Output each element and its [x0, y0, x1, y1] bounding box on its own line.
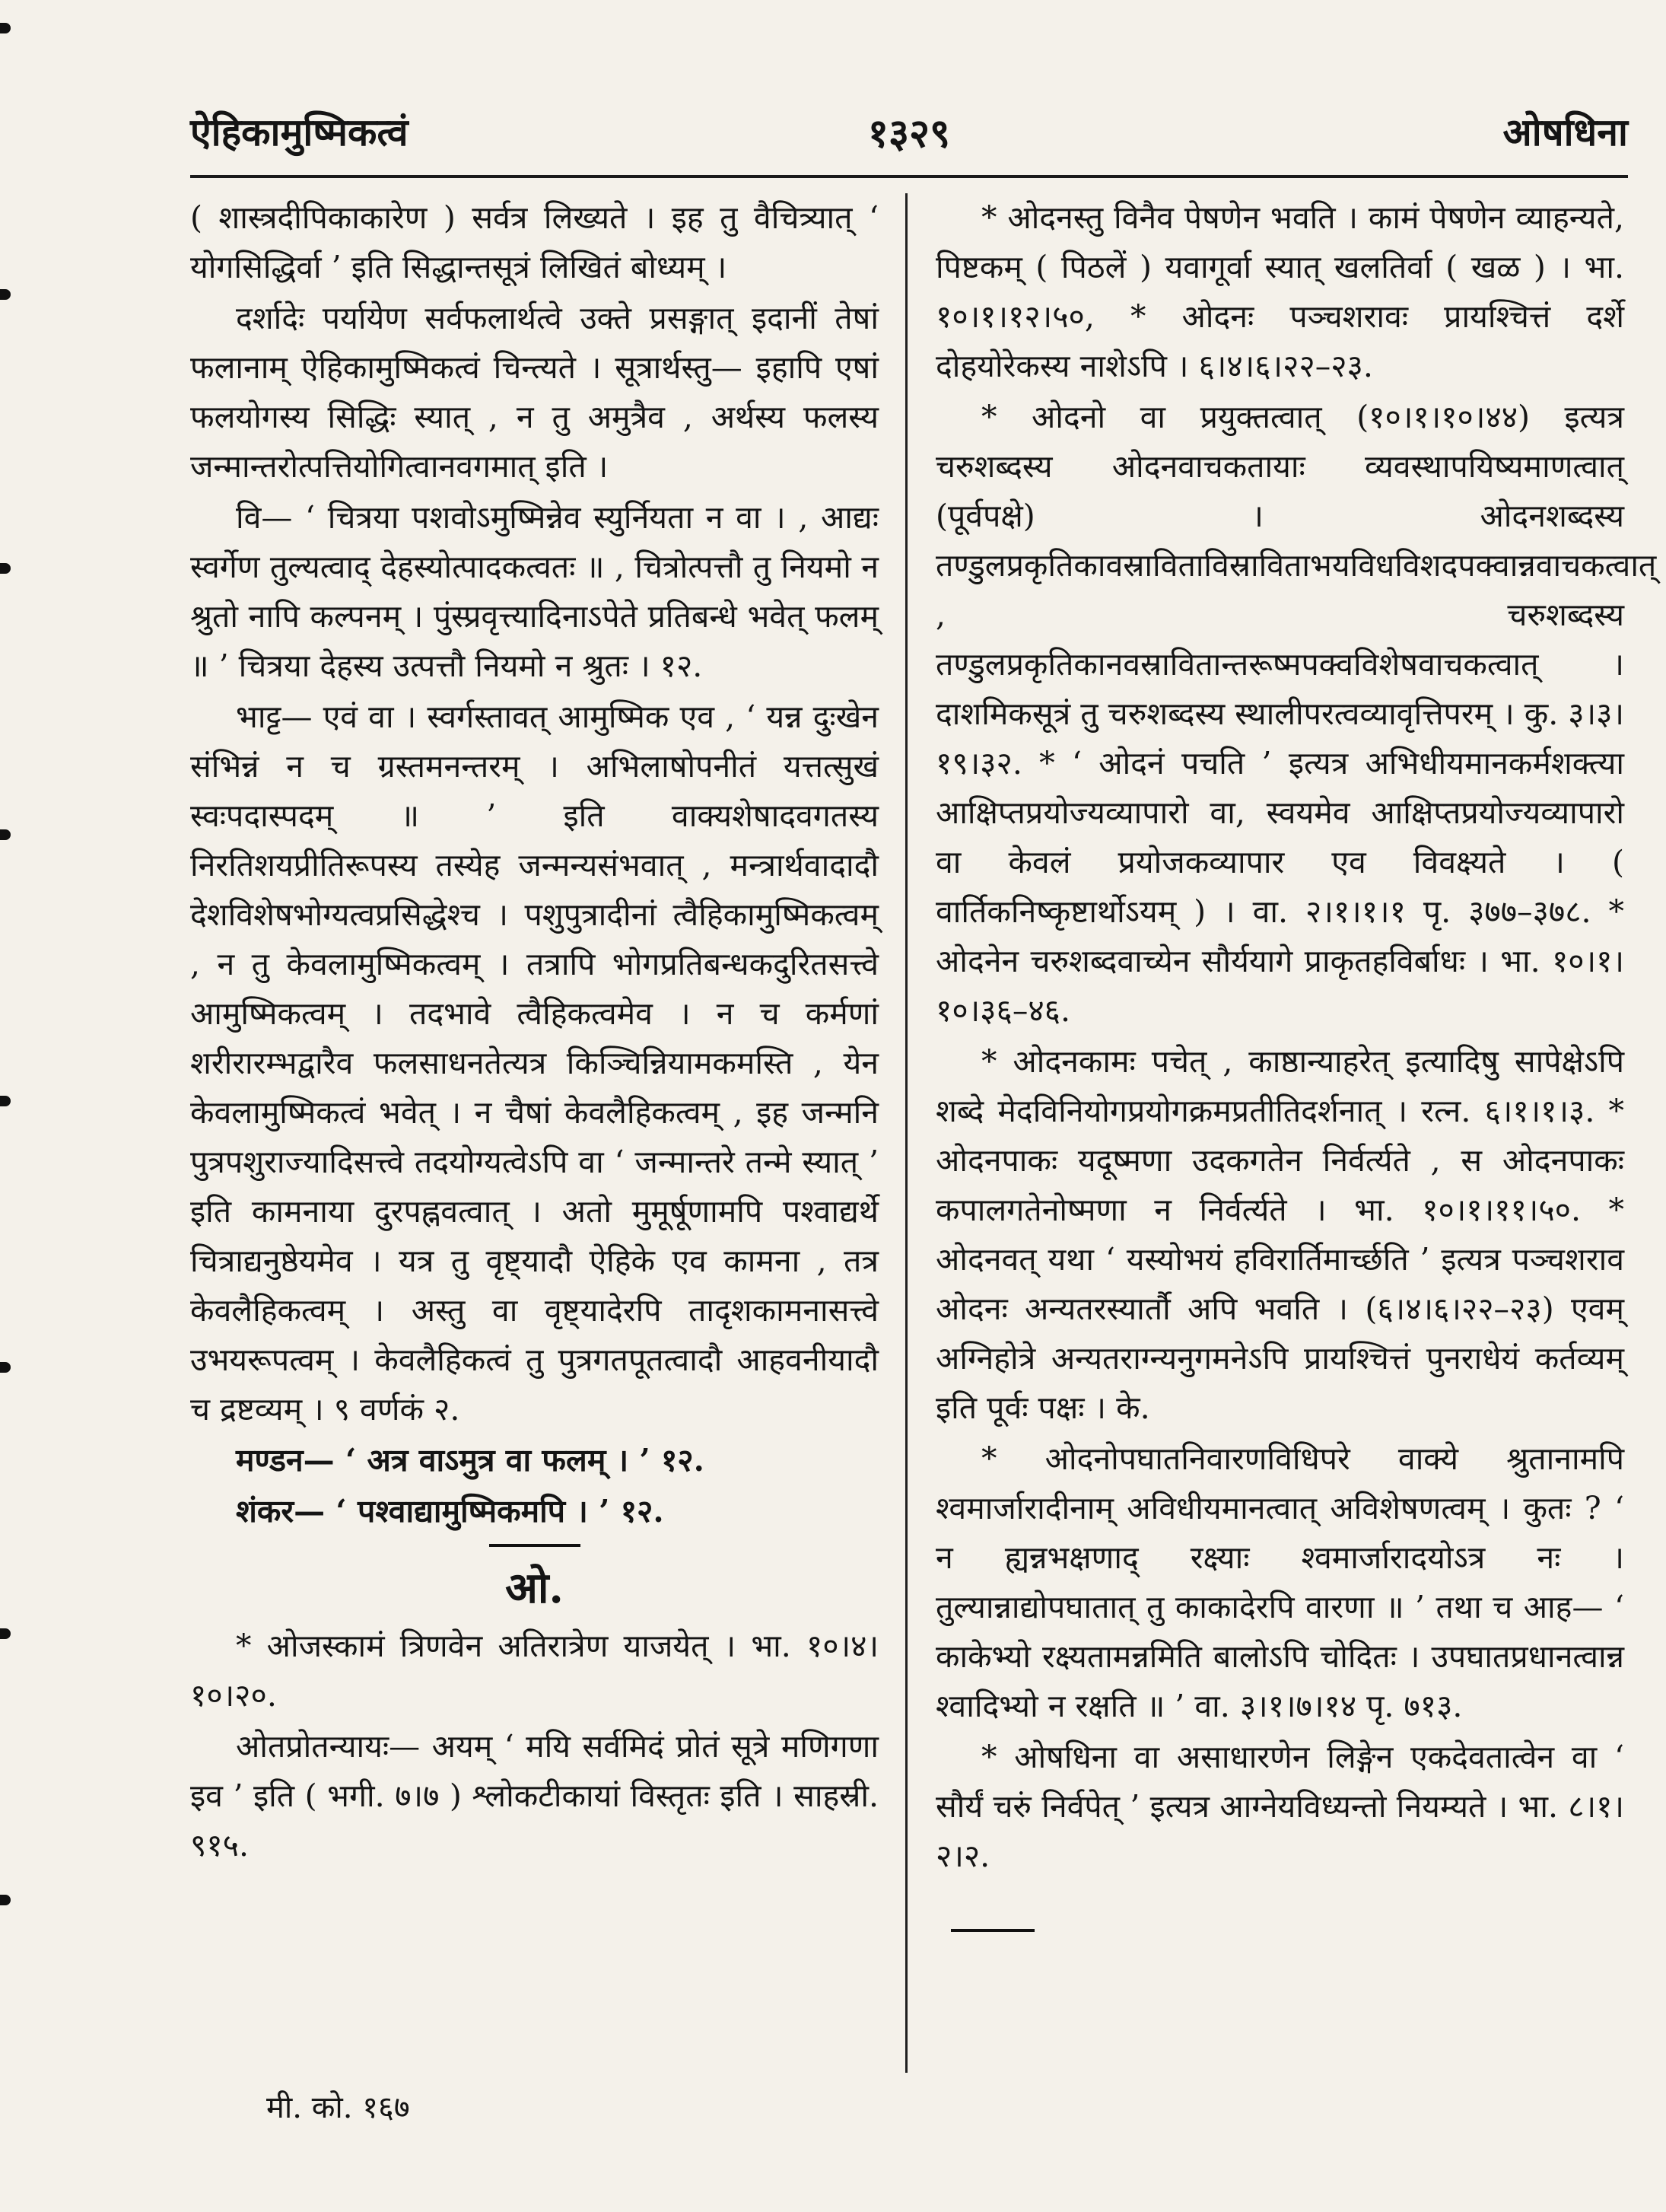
scan-edge-mark [0, 23, 11, 33]
right-paragraph-3: * ओदनकामः पचेत् , काष्ठान्याहरेत् इत्यादिषु सापेक्षेऽपि शब्दे मेदविनियोगप्रयोगक्रमप्रतीतिदर्शनात् । रत्न. ६।१।१।३. * ओदनपाकः यदूष्मणा उदकगतेन निर्वर्त्यते , स ओदनपाकः कपालगतेनोष्मणा न निर्वर्त्यते । भा. १०।१।११।५०. * ओदनवत् यथा ‘ यस्योभयं हविरार्तिमार्च्छति ’ इत्यत्र पञ्चशराव ओदनः अन्यतरस्यार्तौ अपि भवति । (६।४।६।२२–२३) एवम् अग्निहोत्रे अन्यतराग्न्यनुगमनेऽपि प्रायश्चित्तं पुनराधेयं कर्तव्यम् इति पूर्वः पक्षः । के. [936, 1043, 1624, 1426]
column-divider [905, 193, 908, 2073]
right-paragraph-2: * ओदनो वा प्रयुक्तत्वात् (१०।१।१०।४४) इत्यत्र चरुशब्दस्य ओदनवाचकतायाः व्यवस्थापयिष्यमाणत्वात् (पूर्वपक्षे) । ओदनशब्दस्य तण्डुलप्रकृतिकावस्राविताविस्राविताभयविधविशदपक्वान्नवाचकत्वात् , चरुशब्दस्य तण्डुलप्रकृतिकानवस्रावितान्तरूष्मपक्वविशेषवाचकत्वात् । दाशमिकसूत्रं तु चरुशब्दस्य स्थालीपरत्वव्यावृत्तिपरम् । कु. ३।३।१९।३२. * ‘ ओदनं पचति ’ इत्यत्र अभिधीयमानकर्मशक्त्या आक्षिप्तप्रयोज्यव्यापारो वा, स्वयमेव आक्षिप्तप्रयोज्यव्यापारो वा केवलं प्रयोजकव्यापार एव विवक्ष्यते । ( वार्तिकनिष्कृष्टार्थोऽयम् ) । वा. २।१।१।१ पृ. ३७७–३७८. * ओदनेन चरुशब्दवाच्येन सौर्ययागे प्राकृतहविर्बाधः । भा. १०।१।१०।३६–४६. [936, 399, 1657, 1029]
right-paragraph-4: * ओदनोपघातनिवारणविधिपरे वाक्ये श्रुतानामपि श्वमार्जारादीनाम् अविधीयमानत्वात् अविशेषणत्वम् । कुतः ? ‘ न ह्यन्नभक्षणाद् रक्ष्याः श्वमार्जारादयोऽत्र नः । तुल्यान्नाद्योपघातात् तु काकादेरपि वारणा ॥ ’ तथा च आह— ‘ काकेभ्यो रक्ष्यतामन्नमिति बालोऽपि चोदितः । उपघातप्रधानत्वान्न श्वादिभ्यो न रक्षति ॥ ’ वा. ३।१।७।१४ पृ. ७१३. [936, 1440, 1624, 1724]
page-number: १३२९ [867, 110, 951, 157]
end-rule [951, 1929, 1035, 1932]
left-paragraph-otaprota: ओतप्रोतन्यायः— अयम् ‘ मयि सर्वमिदं प्रोतं सूत्रे मणिगणा इव ’ इति ( भगी. ७।७ ) श्लोकटीकायां विस्तृतः इति । साहस्री. ९१५. [190, 1728, 879, 1863]
right-paragraph-5: * ओषधिना वा असाधारणेन लिङ्गेन एकदेवतात्वेन वा ‘ सौर्यं चरुं निर्वपेत् ’ इत्यत्र आग्नेयविध्यन्तो नियम्यते । भा. ८।१।२।२. [936, 1739, 1624, 1874]
left-paragraph-2: दर्शादेः पर्यायेण सर्वफलार्थत्वे उक्ते प्रसङ्गात् इदानीं तेषां फलानाम् ऐहिकामुष्मिकत्वं चिन्त्यते । सूत्रार्थस्तु— इहापि एषां फलयोगस्य सिद्धिः स्यात् , न तु अमुत्रैव , अर्थस्य फलस्य जन्मान्तरोत्पत्तियोगित्वानवगमात् इति । [190, 300, 879, 485]
header-right-title: ओषधिना [1502, 110, 1628, 154]
two-column-body [190, 193, 1657, 2080]
left-paragraph-mandana: मण्डन— ‘ अत्र वाऽमुत्र वा फलम् । ’ १२. [236, 1442, 704, 1478]
scan-edge-mark [0, 1628, 11, 1639]
right-paragraph-1: * ओदनस्तु विनैव पेषणेन भवति । कामं पेषणेन व्याहन्यते, पिष्टकम् ( पिठलें ) यवागूर्वा स्यात् खलतिर्वा ( खळ ) । भा. १०।१।१२।५०, * ओदनः पञ्चशरावः प्रायश्चित्तं दर्शे दोहयोरेकस्य नाशेऽपि । ६।४।६।२२–२३. [936, 199, 1624, 384]
header-left-title: ऐहिकामुष्मिकत्वं [190, 110, 409, 154]
section-heading: ओ. [505, 1563, 564, 1613]
page-header [190, 91, 1628, 178]
left-paragraph-shankara: शंकर— ‘ पश्वाद्यामुष्मिकमपि । ’ १२. [236, 1493, 664, 1529]
left-column [190, 193, 879, 1872]
left-paragraph-ojaskama: * ओजस्कामं त्रिणवेन अतिरात्रेण याजयेत् । भा. १०।४।१०।२०. [190, 1628, 879, 1714]
scan-edge-mark [0, 563, 11, 574]
left-paragraph-1: ( शास्त्रदीपिकाकारेण ) सर्वत्र लिख्यते । इह तु वैचित्र्यात् ‘ योगसिद्धिर्वा ’ इति सिद्धान्तसूत्रं लिखितं बोध्यम् । [190, 199, 879, 285]
scan-edge-mark [0, 1895, 11, 1905]
left-paragraph-4: भाट्ट— एवं वा । स्वर्गस्तावत् आमुष्मिक एव , ‘ यन्न दुःखेन संभिन्नं न च ग्रस्तमनन्तरम् । अभिलाषोपनीतं यत्तत्सुखं स्वःपदास्पदम् ॥ ’ इति वाक्यशेषादवगतस्य निरतिशयप्रीतिरूपस्य तस्येह जन्मन्यसंभवात् , मन्त्रार्थवादादौ देशविशेषभोग्यत्वप्रसिद्धेश्च । पशुपुत्रादीनां त्वैहिकामुष्मिकत्वम् , न तु केवलामुष्मिकत्वम् । तत्रापि भोगप्रतिबन्धकदुरितसत्त्वे आमुष्मिकत्वम् । तदभावे त्वैहिकत्वमेव । न च कर्मणां शरीरारम्भद्वारैव फलसाधनतेत्यत्र किञ्चिन्नियामकमस्ति , येन केवलामुष्मिकत्वं भवेत् । न चैषां केवलैहिकत्वम् , इह जन्मनि पुत्रपशुराज्यादिसत्त्वे तदयोग्यत्वेऽपि वा ‘ जन्मान्तरे तन्मे स्यात् ’ इति कामनाया दुरपह्नवत्वात् । अतो मुमूर्षूणामपि पश्वाद्यर्थे चित्राद्यनुष्ठेयमेव । यत्र तु वृष्ट्यादौ ऐहिके एव कामना , तत्र केवलैहिकत्वम् । अस्तु वा वृष्ट्यादेरपि तादृशकामनासत्त्वे उभयरूपत्वम् । केवलैहिकत्वं तु पुत्रगतपूतत्वादौ आहवनीयादौ च द्रष्टव्यम् । ९ वर्णकं २. [190, 699, 879, 1427]
page [190, 91, 1657, 2184]
section-rule [489, 1544, 580, 1547]
left-paragraph-3: वि— ‘ चित्रया पशवोऽमुष्मिन्नेव स्युर्नियता न वा । , आद्यः स्वर्गेण तुल्यत्वाद् देहस्योत्पादकत्वतः ॥ , चित्रोत्पत्तौ तु नियमो न श्रुतो नापि कल्पनम् । पुंस्प्रवृत्त्यादिनाऽपेते प्रतिबन्धे भवेत् फलम् ॥ ’ चित्रया देहस्य उत्पत्तौ नियमो न श्रुतः । १२. [190, 499, 879, 684]
scan-edge-mark [0, 829, 11, 840]
scan-edge-mark [0, 1362, 11, 1373]
scan-edge-mark [0, 289, 11, 300]
right-column [936, 193, 1657, 1932]
scan-edge-mark [0, 1096, 11, 1106]
footer-signature: मी. को. १६७ [266, 2090, 410, 2125]
